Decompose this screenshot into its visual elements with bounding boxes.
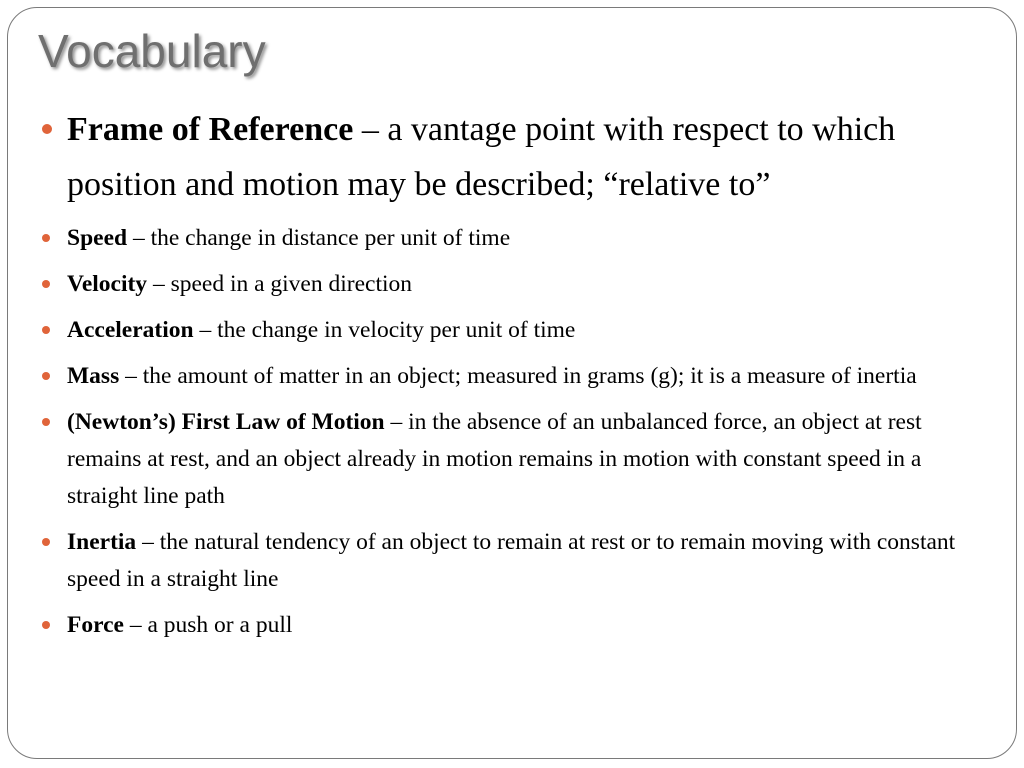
bullet-icon (42, 326, 50, 334)
vocab-term: Mass (67, 363, 120, 389)
bullet-icon (42, 372, 50, 380)
vocabulary-list (40, 102, 995, 653)
list-item-force (40, 607, 995, 644)
list-item-velocity (40, 266, 995, 303)
vocab-term: Inertia (67, 529, 137, 555)
list-item-speed (40, 220, 995, 257)
vocab-definition: – the change in velocity per unit of time (193, 317, 576, 343)
vocab-definition: – the natural tendency of an object to remain at rest or to remain moving with constant speed in a straight line (67, 529, 956, 592)
vocab-term: Velocity (67, 271, 148, 297)
bullet-icon (42, 124, 52, 134)
bullet-icon (42, 280, 50, 288)
vocab-term: (Newton’s) First Law of Motion (67, 409, 385, 435)
list-item-inertia (40, 524, 995, 598)
vocab-term: Speed (67, 225, 128, 251)
slide-title: Vocabulary (38, 25, 266, 77)
bullet-icon (42, 621, 50, 629)
bullet-icon (42, 418, 50, 426)
vocab-definition: – in the absence of an unbalanced force, an object at rest remains at rest, and an object already in motion remains in motion with constant speed in a straight line path (67, 409, 922, 509)
vocab-definition: – the amount of matter in an object; measured in grams (g); it is a measure of inertia (119, 363, 917, 389)
vocab-definition: – speed in a given direction (147, 271, 413, 297)
vocab-term: Frame of Reference (67, 111, 354, 148)
vocab-term: Force (67, 612, 124, 638)
list-item-mass (40, 358, 995, 395)
list-item-first-law-of-motion (40, 404, 995, 515)
vocab-definition: – a push or a pull (123, 612, 293, 638)
vocab-definition: – the change in distance per unit of time (127, 225, 511, 251)
list-item-frame-of-reference (40, 102, 995, 212)
bullet-icon (42, 234, 50, 242)
vocab-definition: – a vantage point with respect to which position and motion may be described; “relative to” (67, 111, 896, 203)
bullet-icon (42, 538, 50, 546)
list-item-acceleration (40, 312, 995, 349)
vocab-term: Acceleration (67, 317, 194, 343)
